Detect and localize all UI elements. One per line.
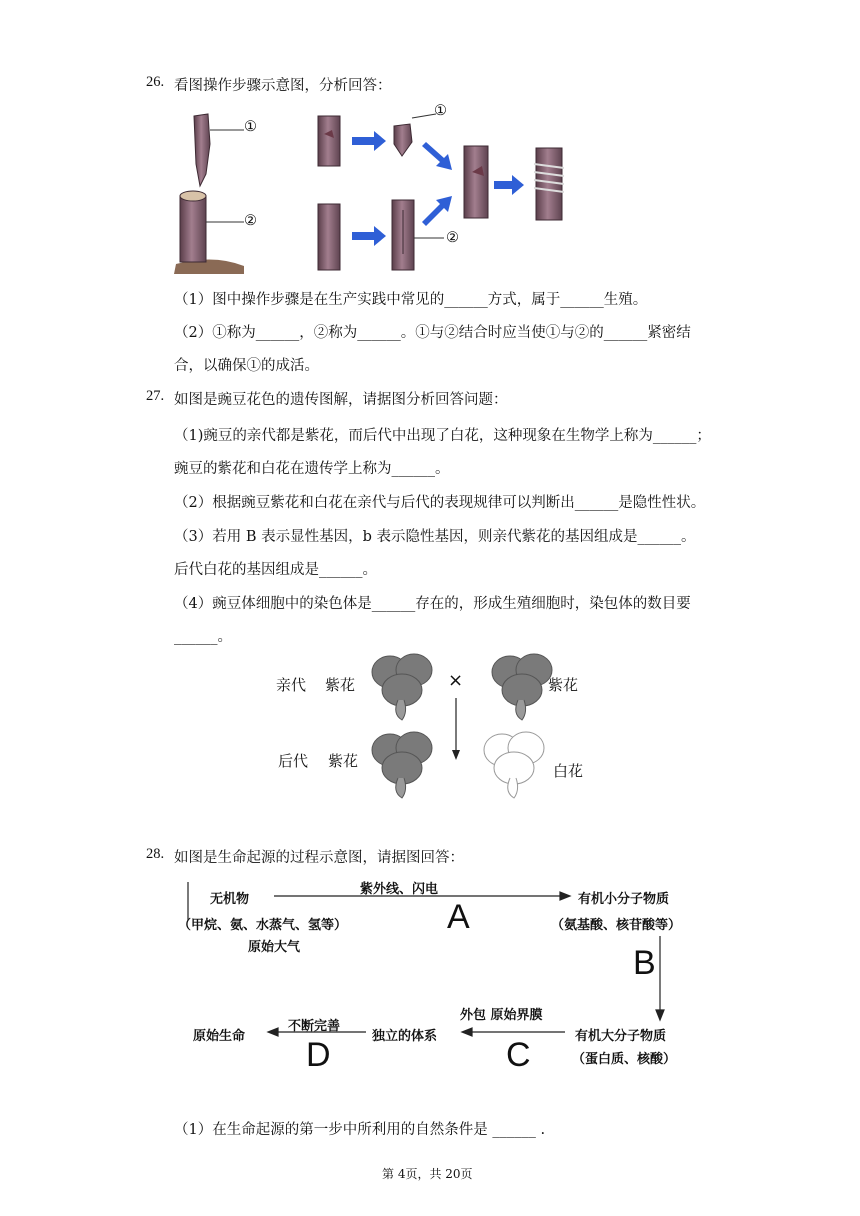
purple-flower-icon xyxy=(372,654,432,720)
origin-small-detail: （氨基酸、核苷酸等） xyxy=(551,918,682,933)
origin-improve: 不断完善 xyxy=(288,1019,341,1034)
origin-step-D: D xyxy=(306,1036,331,1074)
origin-inorganic-detail: （甲烷、氨、水蒸气、氢等） xyxy=(178,918,348,933)
origin-atmosphere: 原始大气 xyxy=(248,940,301,955)
q26-sub2-line2: 合，以确保①的成活。 xyxy=(174,358,319,374)
origin-step-C: C xyxy=(506,1036,531,1074)
origin-step-A: A xyxy=(447,898,470,936)
arrow-down-icon xyxy=(452,698,460,760)
origin-system: 独立的体系 xyxy=(372,1029,438,1044)
pea-parent-label: 亲代 xyxy=(276,676,307,694)
purple-flower-icon xyxy=(372,732,432,798)
q26-label-circle2-left: ② xyxy=(244,213,257,229)
q27-sub4-line2: ______。 xyxy=(174,629,232,645)
q26-label-circle1-left: ① xyxy=(244,119,257,135)
pea-offspring-left-label: 紫花 xyxy=(328,752,359,770)
q27-sub2: （2）根据豌豆紫花和白花在亲代与后代的表现规律可以判断出______是隐性性状。 xyxy=(174,495,706,511)
q28-title: 如图是生命起源的过程示意图，请据图回答： xyxy=(174,850,464,866)
q27-sub4-line1: （4）豌豆体细胞中的染色体是______存在的，形成生殖细胞时，染包体的数目要 xyxy=(174,596,691,612)
q28-sub1: （1）在生命起源的第一步中所利用的自然条件是 ______ . xyxy=(174,1122,546,1138)
q27-sub3-line1: （3）若用 B 表示显性基因，b 表示隐性基因，则亲代紫花的基因组成是______。 xyxy=(174,529,696,545)
q26-number: 26. xyxy=(146,74,165,90)
pea-offspring-right-label: 白花 xyxy=(553,762,584,780)
pea-parent-right-label: 紫花 xyxy=(548,676,579,694)
q26-label-circle2-right: ② xyxy=(446,230,459,246)
pea-flower-diagram xyxy=(370,650,630,810)
pea-cross-symbol: × xyxy=(448,670,464,691)
q28-number: 28. xyxy=(146,846,165,862)
origin-inorganic: 无机物 xyxy=(210,892,250,907)
purple-flower-icon xyxy=(492,654,552,720)
q27-title: 如图是豌豆花色的遗传图解，请据图分析回答问题： xyxy=(174,392,508,408)
pea-offspring-label: 后代 xyxy=(278,752,309,770)
q27-number: 27. xyxy=(146,388,165,404)
q27-sub1-line2: 豌豆的紫花和白花在遗传学上称为______。 xyxy=(174,461,450,477)
q26-title: 看图操作步骤示意图，分析回答： xyxy=(174,78,392,94)
origin-membrane: 外包 原始界膜 xyxy=(460,1008,543,1023)
q26-label-circle1-right: ① xyxy=(434,103,447,119)
origin-arrow-label: 紫外线、闪电 xyxy=(360,882,439,897)
origin-large-detail: （蛋白质、核酸） xyxy=(572,1052,677,1067)
q27-sub3-line2: 后代白花的基因组成是______。 xyxy=(174,562,377,578)
origin-life: 原始生命 xyxy=(193,1029,246,1044)
origin-large-organic: 有机大分子物质 xyxy=(575,1029,667,1044)
q26-sub2-line1: （2）①称为______，②称为______。①与②结合时应当使①与②的______紧密结 xyxy=(174,325,691,341)
origin-step-B: B xyxy=(633,944,656,982)
q26-sub1: （1）图中操作步骤是在生产实践中常见的______方式，属于______生殖。 xyxy=(174,292,648,308)
q27-sub1-line1: （1)豌豆的亲代都是紫花，而后代中出现了白花，这种现象在生物学上称为______； xyxy=(174,428,711,444)
origin-small-organic: 有机小分子物质 xyxy=(578,892,670,907)
pea-parent-left-label: 紫花 xyxy=(325,676,356,694)
page-footer: 第 4页，共 20页 xyxy=(382,1167,473,1181)
white-flower-icon xyxy=(484,732,544,798)
